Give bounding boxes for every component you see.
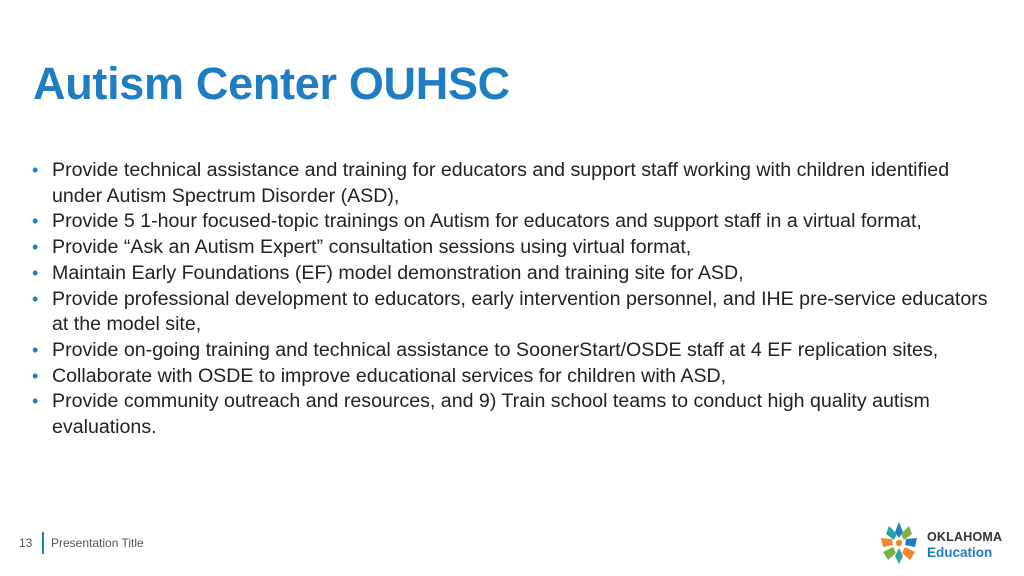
slide-title: Autism Center OUHSC — [33, 58, 510, 109]
bullet-item — [30, 338, 990, 364]
bullet-icon: • — [32, 262, 39, 283]
bullet-text: Provide on-going training and technical assistance to SoonerStart/OSDE staff at 4 EF replication sites, — [52, 338, 939, 361]
bullet-item — [30, 287, 990, 338]
bullet-icon: • — [32, 365, 39, 386]
bullet-item — [30, 158, 990, 209]
bullet-text: Provide 5 1-hour focused-topic trainings on Autism for educators and support staff in a virtual format, — [52, 210, 922, 233]
bullet-item — [30, 364, 990, 390]
bullet-icon: • — [32, 288, 39, 309]
bullet-item — [30, 209, 990, 235]
oklahoma-education-star-icon — [878, 520, 920, 566]
bullet-icon: • — [32, 160, 39, 180]
slide-footer — [0, 516, 1024, 576]
bullet-icon: • — [32, 339, 39, 360]
bullet-text: Provide community outreach and resources, and 9) Train school teams to conduct high quality autism evaluations. — [52, 390, 930, 439]
logo-text-oklahoma: OKLAHOMA — [927, 530, 1003, 544]
bullet-icon: • — [32, 391, 39, 412]
oklahoma-education-logo — [878, 520, 1018, 568]
logo-text-education: Education — [927, 545, 993, 560]
bullet-icon: • — [32, 237, 39, 258]
bullet-item — [30, 389, 990, 440]
bullet-list — [30, 158, 990, 441]
bullet-icon: • — [32, 211, 39, 232]
bullet-text: Provide professional development to educators, early intervention personnel, and IHE pre-service educators at the model site, — [52, 287, 988, 336]
bullet-text: Maintain Early Foundations (EF) model demonstration and training site for ASD, — [52, 261, 744, 284]
bullet-text: Provide “Ask an Autism Expert” consultation sessions using virtual format, — [52, 236, 692, 259]
presentation-title: Presentation Title — [51, 536, 144, 550]
bullet-text: Collaborate with OSDE to improve educational services for children with ASD, — [52, 364, 727, 387]
bullet-text: Provide technical assistance and training for educators and support staff working with children identified under Autism Spectrum Disorder (ASD), — [52, 159, 950, 207]
bullet-item — [30, 235, 990, 261]
page-number: 13 — [19, 536, 33, 550]
bullet-item — [30, 261, 990, 287]
footer-divider — [42, 532, 44, 554]
